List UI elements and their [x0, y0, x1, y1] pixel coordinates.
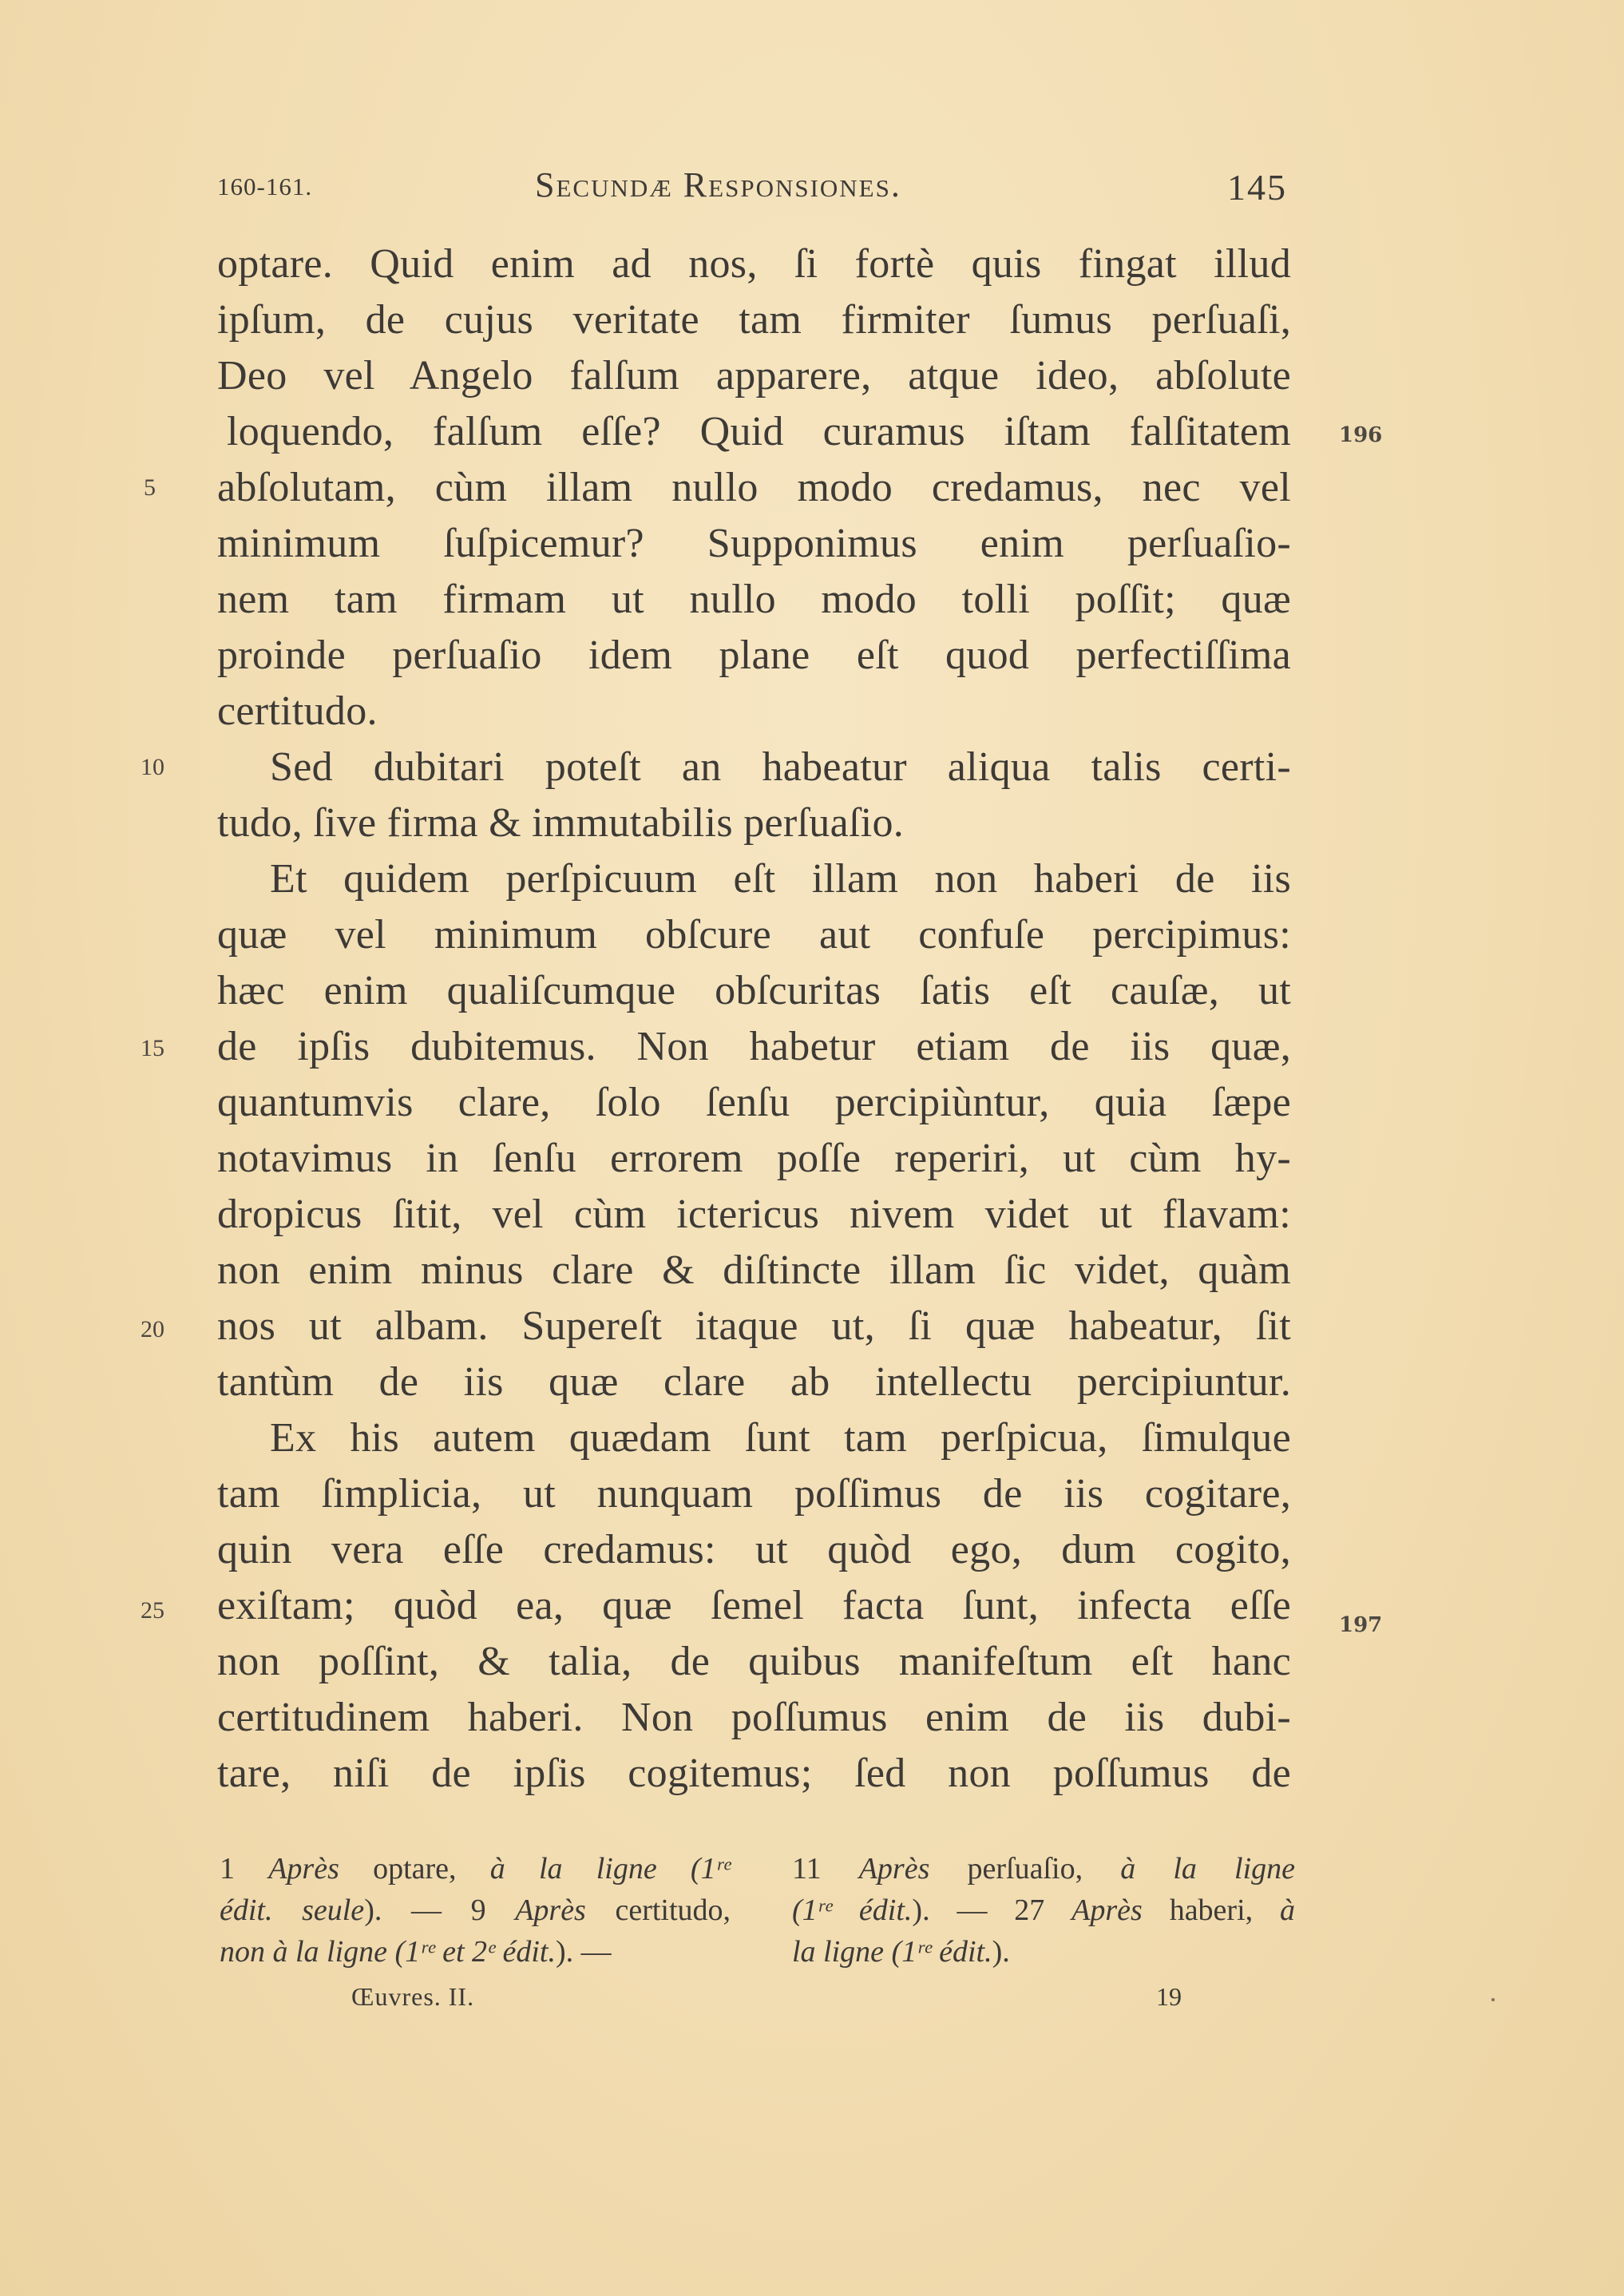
header-title: Secundæ Responsiones. [535, 165, 901, 204]
text-line: optare. Quid enim ad nos, ſi fortè quis fingat illud [217, 241, 1291, 287]
footnote-line: 1 Après optare, à la ligne (1ʳᵉ [220, 1852, 731, 1886]
text-line: quæ vel minimum obſcure aut confuſe percipimus: [217, 912, 1291, 958]
signature-number: 19 [1156, 1982, 1182, 2011]
text-line: tare, niſi de ipſis cogitemus; ſed non poſſumus de [217, 1751, 1291, 1796]
line-number: 10 [141, 754, 164, 780]
footnote-line: 11 Après perſuaſio, à la ligne [792, 1852, 1295, 1886]
text-line: dropicus ſitit, vel cùm ictericus nivem videt ut flavam: [217, 1192, 1291, 1237]
header-page-range: 160-161. [217, 172, 313, 200]
text-line: tam ſimplicia, ut nunquam poſſimus de iis cogitare, [217, 1471, 1291, 1517]
line-number: 5 [144, 474, 156, 501]
text-line: abſolutam, cùm illam nullo modo credamus, nec vel [217, 465, 1291, 510]
text-line: nos ut albam. Supereſt itaque ut, ſi quæ habeatur, ſit [217, 1303, 1291, 1349]
footnotes-right [792, 1848, 1295, 1973]
text-line: Sed dubitari poteſt an habeatur aliqua talis certi- [270, 744, 1291, 790]
text-line: certitudinem haberi. Non poſſumus enim de iis dubi- [217, 1695, 1291, 1740]
text-line: loquendo, falſum eſſe? Quid curamus iſtam falſitatem [227, 409, 1291, 454]
footnote-line: non à la ligne (1ʳᵉ et 2ᵉ édit.). — [220, 1935, 612, 1969]
text-line: Et quidem perſpicuum eſt illam non haberi de iis [270, 856, 1291, 902]
text-line: exiſtam; quòd ea, quæ ſemel facta ſunt, infecta eſſe [217, 1583, 1291, 1628]
text-line: certitudo. [217, 688, 378, 734]
header-page-number: 145 [1227, 167, 1287, 208]
paper-speck [1491, 1998, 1495, 2001]
text-line: Ex his autem quædam ſunt tam perſpicua, ſimulque [270, 1415, 1291, 1461]
footnote-line: (1ʳᵉ édit.). — 27 Après haberi, à [792, 1894, 1296, 1927]
text-line: ipſum, de cujus veritate tam firmiter ſumus perſuaſi, [217, 297, 1291, 343]
footnote-line: la ligne (1ʳᵉ édit.). [792, 1935, 1010, 1969]
text-line: de ipſis dubitemus. Non habetur etiam de iis quæ, [217, 1024, 1291, 1069]
text-line: non poſſint, & talia, de quibus manifeſtum eſt hanc [217, 1639, 1291, 1684]
text-line: tantùm de iis quæ clare ab intellectu percipiuntur. [217, 1359, 1291, 1405]
text-line: proinde perſuaſio idem plane eſt quod perfectiſſima [217, 632, 1291, 678]
text-line: minimum ſuſpicemur? Supponimus enim perſuaſio- [217, 521, 1291, 566]
text-line: Deo vel Angelo falſum apparere, atque ideo, abſolute [217, 353, 1291, 399]
text-line: tudo, ſive firma & immutabilis perſuaſio. [217, 800, 905, 846]
line-number: 15 [141, 1035, 164, 1061]
margin-page-ref: 197 [1339, 1613, 1383, 1637]
line-number: 20 [141, 1316, 164, 1342]
text-line: non enim minus clare & diſtincte illam ſic videt, quàm [217, 1247, 1291, 1293]
text-line: quin vera eſſe credamus: ut quòd ego, dum cogito, [217, 1527, 1291, 1572]
text-line: hæc enim qualiſcumque obſcuritas ſatis eſt cauſæ, ut [217, 968, 1291, 1013]
text-line: notavimus in ſenſu errorem poſſe reperiri, ut cùm hy- [217, 1136, 1291, 1181]
footnotes-left [220, 1848, 731, 1973]
running-head [217, 165, 1287, 212]
text-line: quantumvis clare, ſolo ſenſu percipiùntur, quia ſæpe [217, 1080, 1291, 1125]
footnote-line: édit. seule). — 9 Après certitudo, [220, 1894, 731, 1927]
signature-mark: Œuvres. II. [351, 1982, 475, 2011]
text-line: nem tam firmam ut nullo modo tolli poſſit; quæ [217, 577, 1291, 622]
margin-page-ref: 196 [1339, 423, 1383, 447]
line-number: 25 [141, 1597, 164, 1624]
